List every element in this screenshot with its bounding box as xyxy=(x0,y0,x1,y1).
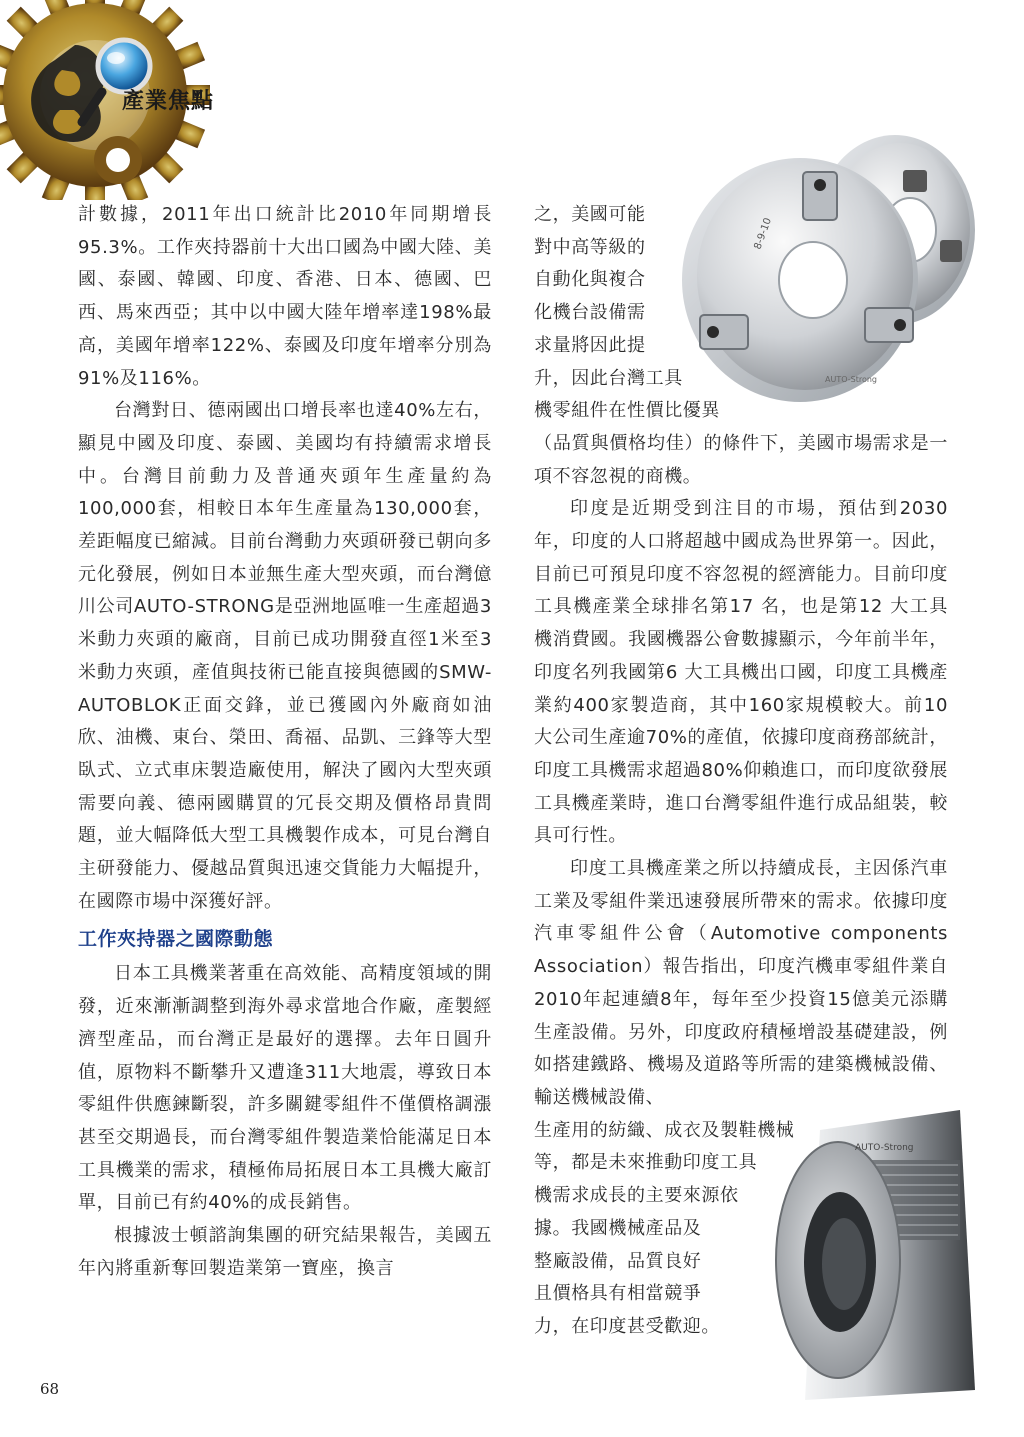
text-line: 等，都是未來推動印度工具 xyxy=(534,1152,758,1174)
text-line: 機需求成長的主要來源依 xyxy=(534,1185,739,1207)
paragraph: 計數據，2011年出口統計比2010年同期增長95.3%。工作夾持器前十大出口國為中國大陸、美國、泰國、韓國、印度、香港、日本、德國、巴西、馬來西亞；其中以中國大陸年增率達198%最高，美國年增率122%、泰國及印度年增率分別為91%及116%。 xyxy=(78,204,492,389)
text-line: 之，美國可能 xyxy=(534,204,646,225)
text-line: 且價格具有相當競爭 xyxy=(534,1283,702,1305)
text-line: 整廠設備，品質良好 xyxy=(534,1250,702,1272)
section-title: 產業焦點 xyxy=(122,88,215,114)
paragraph: 日本工具機業著重在高效能、高精度領域的開發，近來漸漸調整到海外尋求當地合作廠，產製經濟型產品，而台灣正是最好的選擇。去年日圓升值，原物料不斷攀升又遭逢311大地震，導致日本零組件供應鍊斷裂，許多關鍵零組件不僅價格調漲甚至交期過長，而台灣零組件製造業恰能滿足日本工具機業的需求，積極佈局拓展日本工具機大廠訂單，目前已有約40%的成長銷售。 xyxy=(78,963,492,1214)
text-line: 升，因此台灣工具 xyxy=(534,367,683,389)
text-line: 機零組件在性價比優異 xyxy=(534,400,720,422)
paragraph: 台灣對日、德兩國出口增長率也達40%左右，顯見中國及印度、泰國、美國均有持續需求增長中。台灣目前動力及普通夾頭年生產量約為100,000套，相較日本年生產量為130,000套，差距幅度已縮減。目前台灣動力夾頭研發已朝向多元化發展，例如日本並無生產大型夾頭，而台灣億川公司AUTO-STRONG是亞洲地區唯一生產超過3米動力夾頭的廠商，目前已成功開發直徑1米至3米動力夾頭，產值與技術已能直接與德國的SMW-AUTOBLOK正面交鋒，並已獲國內外廠商如油欣、油機、東台、榮田、喬福、品凱、三鋒等大型臥式、立式車床製造廠使用，解決了國內大型夾頭需要向義、德兩國購買的冗長交期及價格昂貴問題，並大幅降低大型工具機製作成本，可見台灣自主研發能力、優越品質與迅速交貨能力大幅提升，在國際市場中深獲好評。 xyxy=(78,400,492,912)
text-line: 據。我國機械產品及 xyxy=(534,1217,702,1239)
paragraph: 印度工具機產業之所以持續成長，主因係汽車工業及零組件業迅速發展所帶來的需求。依據印度汽車零組件公會（Automotive components Association）報告指出，印度汽機車零組件業自2010年起連續8年，每年至少投資15億美元添購生產設備。另外，印度政府積極增設基礎建設，例如搭建鐵路、機場及道路等所需的建築機械設備、輸送機械設備、 xyxy=(534,858,948,1108)
chuck-image-bottom xyxy=(760,1090,1010,1410)
text-line: 對中高等級的 xyxy=(534,236,646,258)
chuck-brand-mark: AUTO-Strong xyxy=(825,375,877,384)
subheading: 工作夾持器之國際動態 xyxy=(78,928,274,951)
text-line: 化機台設備需 xyxy=(534,302,646,324)
page-number: 68 xyxy=(40,1380,60,1398)
left-column xyxy=(78,199,492,1286)
chuck-image-top xyxy=(675,130,975,410)
text-line: 力，在印度甚受歡迎。 xyxy=(534,1315,720,1337)
paragraph: （品質與價格均佳）的條件下，美國市場需求是一項不容忽視的商機。 xyxy=(534,432,948,487)
text-line: 自動化與複合 xyxy=(534,269,646,291)
chuck-engraving: 8-9-10 xyxy=(752,216,774,252)
chuck-brand-mark: AUTO-Strong xyxy=(855,1143,914,1153)
text-line: 求量將因此提 xyxy=(534,334,646,356)
paragraph: 根據波士頓諮詢集團的研究結果報告，美國五年內將重新奪回製造業第一寶座，換言 xyxy=(78,1225,492,1279)
paragraph: 印度是近期受到注目的市場，預估到2030年，印度的人口將超越中國成為世界第一。因此，目前已可預見印度不容忽視的經濟能力。目前印度工具機產業全球排名第17 名，也是第12 大工具機消費國。我國機器公會數據顯示，今年前半年，印度名列我國第6 大工具機出口國，印度工具機產業約400家製造商，其中160家規模較大。前10 大公司生產逾70%的產值，依據印度商務部統計，印度工具機需求超過80%仰賴進口，而印度欲發展工具機產業時，進口台灣零組件進行成品組裝，較具可行性。 xyxy=(534,498,948,847)
text-line: 生產用的紡織、成衣及製鞋機械 xyxy=(534,1119,795,1141)
